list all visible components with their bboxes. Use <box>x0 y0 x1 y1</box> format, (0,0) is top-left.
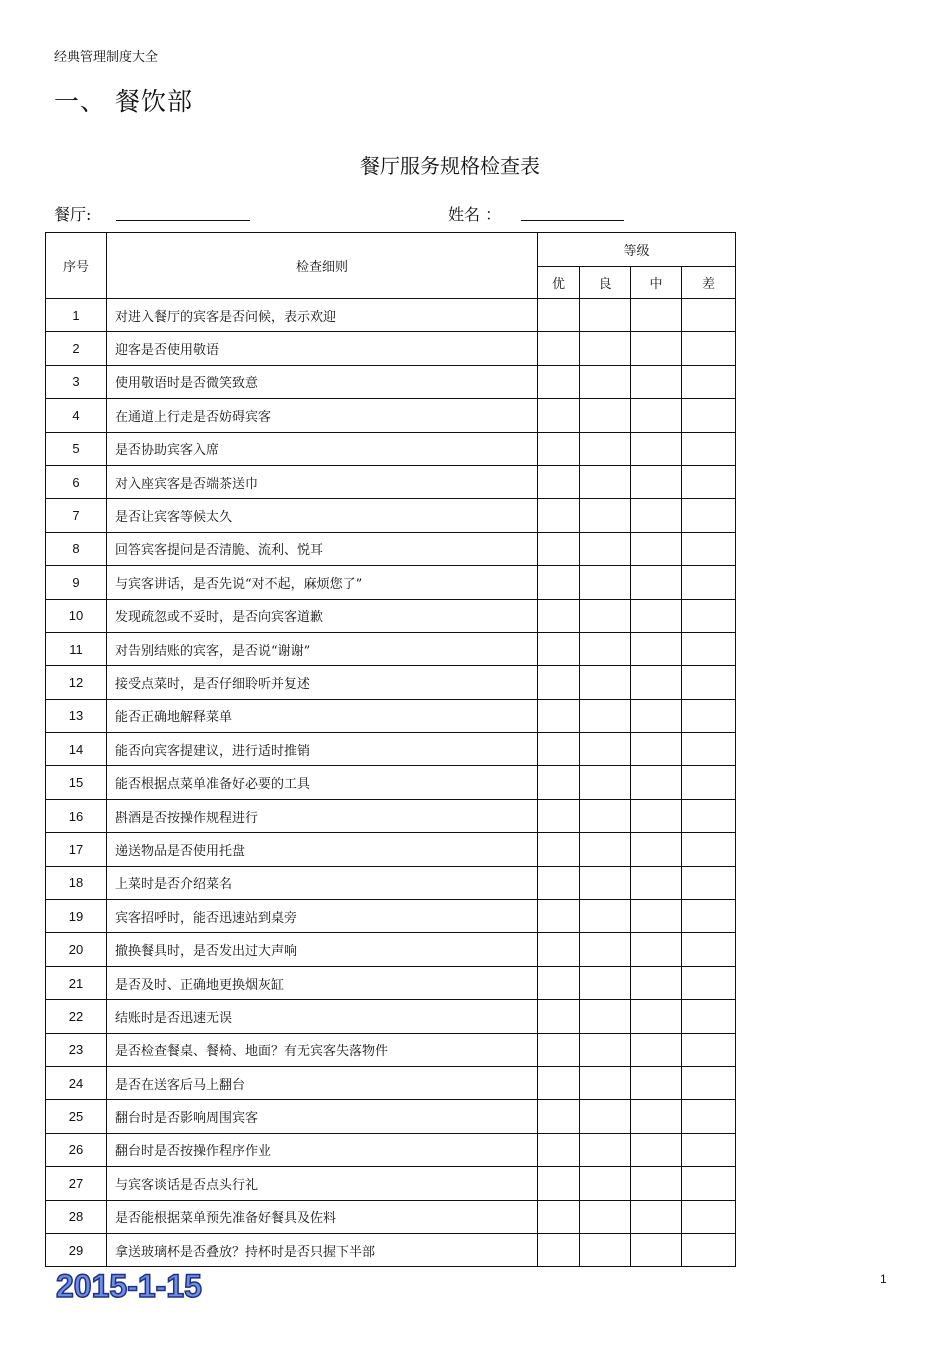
grade-cell-poor[interactable] <box>682 399 736 432</box>
grade-cell-excellent[interactable] <box>538 1167 580 1200</box>
grade-cell-fair[interactable] <box>631 733 682 766</box>
grade-cell-fair[interactable] <box>631 900 682 933</box>
grade-cell-poor[interactable] <box>682 1100 736 1133</box>
row-index: 26 <box>46 1133 107 1166</box>
grade-fair: 中 <box>631 267 682 299</box>
grade-cell-excellent[interactable] <box>538 332 580 365</box>
grade-poor: 差 <box>682 267 736 299</box>
grade-cell-excellent[interactable] <box>538 1233 580 1266</box>
grade-cell-fair[interactable] <box>631 1167 682 1200</box>
row-criterion: 拿送玻璃杯是否叠放？持杯时是否只握下半部 <box>107 1233 538 1266</box>
row-criterion: 翻台时是否影响周围宾客 <box>107 1100 538 1133</box>
grade-cell-poor[interactable] <box>682 699 736 732</box>
grade-cell-poor[interactable] <box>682 1133 736 1166</box>
row-index: 12 <box>46 666 107 699</box>
document-header: 经典管理制度大全 <box>54 50 159 65</box>
page-number: 1 <box>880 1272 887 1286</box>
grade-cell-fair[interactable] <box>631 933 682 966</box>
table-row <box>46 733 736 766</box>
grade-cell-poor[interactable] <box>682 866 736 899</box>
grade-cell-fair[interactable] <box>631 432 682 465</box>
grade-cell-excellent[interactable] <box>538 933 580 966</box>
row-criterion: 发现疏忽或不妥时，是否向宾客道歉 <box>107 599 538 632</box>
restaurant-field-line <box>116 220 250 221</box>
row-index: 9 <box>46 566 107 599</box>
grade-cell-good[interactable] <box>580 499 631 532</box>
table-row <box>46 332 736 365</box>
col-header-item: 检查细则 <box>107 233 538 299</box>
col-header-grade: 等级 <box>538 233 736 267</box>
row-index: 8 <box>46 532 107 565</box>
grade-cell-fair[interactable] <box>631 632 682 665</box>
grade-cell-excellent[interactable] <box>538 766 580 799</box>
table-row <box>46 532 736 565</box>
grade-cell-good[interactable] <box>580 866 631 899</box>
row-criterion: 对入座宾客是否端茶送巾 <box>107 465 538 498</box>
row-index: 29 <box>46 1233 107 1266</box>
grade-cell-good[interactable] <box>580 432 631 465</box>
row-criterion: 是否让宾客等候太久 <box>107 499 538 532</box>
grade-cell-excellent[interactable] <box>538 1200 580 1233</box>
table-row <box>46 966 736 999</box>
row-criterion: 能否根据点菜单准备好必要的工具 <box>107 766 538 799</box>
row-criterion: 是否能根据菜单预先准备好餐具及佐料 <box>107 1200 538 1233</box>
row-criterion: 与宾客谈话是否点头行礼 <box>107 1167 538 1200</box>
section-title: 一、 餐饮部 <box>54 87 193 116</box>
table-row <box>46 766 736 799</box>
grade-cell-good[interactable] <box>580 1167 631 1200</box>
grade-cell-poor[interactable] <box>682 632 736 665</box>
grade-cell-excellent[interactable] <box>538 666 580 699</box>
grade-cell-good[interactable] <box>580 766 631 799</box>
grade-cell-excellent[interactable] <box>538 299 580 332</box>
grade-cell-fair[interactable] <box>631 365 682 398</box>
grade-cell-poor[interactable] <box>682 799 736 832</box>
grade-cell-excellent[interactable] <box>538 1133 580 1166</box>
grade-cell-excellent[interactable] <box>538 966 580 999</box>
grade-cell-fair[interactable] <box>631 1200 682 1233</box>
table-row <box>46 799 736 832</box>
grade-cell-excellent[interactable] <box>538 365 580 398</box>
grade-cell-fair[interactable] <box>631 599 682 632</box>
row-criterion: 能否正确地解释菜单 <box>107 699 538 732</box>
grade-cell-excellent[interactable] <box>538 465 580 498</box>
table-row <box>46 632 736 665</box>
grade-cell-poor[interactable] <box>682 299 736 332</box>
grade-cell-fair[interactable] <box>631 766 682 799</box>
row-criterion: 是否协助宾客入席 <box>107 432 538 465</box>
grade-cell-good[interactable] <box>580 966 631 999</box>
grade-cell-fair[interactable] <box>631 1033 682 1066</box>
row-index: 22 <box>46 1000 107 1033</box>
name-label: 姓名 ： <box>448 205 502 224</box>
row-criterion: 结账时是否迅速无误 <box>107 1000 538 1033</box>
grade-cell-excellent[interactable] <box>538 566 580 599</box>
grade-cell-poor[interactable] <box>682 532 736 565</box>
grade-cell-poor[interactable] <box>682 666 736 699</box>
grade-cell-good[interactable] <box>580 365 631 398</box>
table-row <box>46 299 736 332</box>
row-index: 21 <box>46 966 107 999</box>
row-index: 17 <box>46 833 107 866</box>
row-index: 18 <box>46 866 107 899</box>
row-criterion: 撤换餐具时，是否发出过大声响 <box>107 933 538 966</box>
row-criterion: 对告别结账的宾客，是否说“谢谢” <box>107 632 538 665</box>
grade-cell-poor[interactable] <box>682 332 736 365</box>
grade-cell-poor[interactable] <box>682 733 736 766</box>
grade-cell-good[interactable] <box>580 465 631 498</box>
row-index: 6 <box>46 465 107 498</box>
table-row <box>46 699 736 732</box>
table-row <box>46 933 736 966</box>
row-index: 2 <box>46 332 107 365</box>
grade-cell-excellent[interactable] <box>538 833 580 866</box>
row-criterion: 迎客是否使用敬语 <box>107 332 538 365</box>
row-criterion: 是否在送客后马上翻台 <box>107 1066 538 1099</box>
grade-cell-excellent[interactable] <box>538 432 580 465</box>
table-row <box>46 365 736 398</box>
row-index: 7 <box>46 499 107 532</box>
row-criterion: 宾客招呼时，能否迅速站到桌旁 <box>107 900 538 933</box>
grade-cell-fair[interactable] <box>631 465 682 498</box>
grade-cell-excellent[interactable] <box>538 1066 580 1099</box>
grade-cell-fair[interactable] <box>631 399 682 432</box>
row-index: 3 <box>46 365 107 398</box>
table-row <box>46 1133 736 1166</box>
row-index: 10 <box>46 599 107 632</box>
grade-cell-good[interactable] <box>580 1100 631 1133</box>
grade-cell-excellent[interactable] <box>538 399 580 432</box>
grade-cell-excellent[interactable] <box>538 900 580 933</box>
grade-excellent: 优 <box>538 267 580 299</box>
table-row <box>46 866 736 899</box>
grade-cell-good[interactable] <box>580 933 631 966</box>
grade-cell-poor[interactable] <box>682 1033 736 1066</box>
grade-cell-fair[interactable] <box>631 799 682 832</box>
row-index: 23 <box>46 1033 107 1066</box>
row-criterion: 递送物品是否使用托盘 <box>107 833 538 866</box>
row-criterion: 对进入餐厅的宾客是否问候，表示欢迎 <box>107 299 538 332</box>
grade-cell-excellent[interactable] <box>538 699 580 732</box>
table-row <box>46 432 736 465</box>
date-stamp-text: 2015-1-15 <box>56 1268 202 1304</box>
grade-cell-good[interactable] <box>580 733 631 766</box>
table-row <box>46 1233 736 1266</box>
form-title: 餐厅服务规格检查表 <box>360 154 540 178</box>
row-criterion: 是否及时、正确地更换烟灰缸 <box>107 966 538 999</box>
grade-cell-excellent[interactable] <box>538 499 580 532</box>
grade-cell-poor[interactable] <box>682 966 736 999</box>
grade-cell-good[interactable] <box>580 799 631 832</box>
row-criterion: 在通道上行走是否妨碍宾客 <box>107 399 538 432</box>
grade-cell-fair[interactable] <box>631 1133 682 1166</box>
row-index: 27 <box>46 1167 107 1200</box>
row-criterion: 是否检查餐桌、餐椅、地面？有无宾客失落物件 <box>107 1033 538 1066</box>
grade-cell-fair[interactable] <box>631 332 682 365</box>
inspection-table <box>45 232 736 1267</box>
date-stamp <box>54 1266 202 1306</box>
name-field-line <box>521 220 624 221</box>
row-index: 25 <box>46 1100 107 1133</box>
row-index: 4 <box>46 399 107 432</box>
table-row <box>46 1167 736 1200</box>
grade-cell-fair[interactable] <box>631 299 682 332</box>
grade-cell-poor[interactable] <box>682 833 736 866</box>
grade-cell-good[interactable] <box>580 566 631 599</box>
row-criterion: 接受点菜时，是否仔细聆听并复述 <box>107 666 538 699</box>
grade-cell-good[interactable] <box>580 332 631 365</box>
grade-cell-poor[interactable] <box>682 566 736 599</box>
grade-cell-good[interactable] <box>580 1066 631 1099</box>
grade-cell-excellent[interactable] <box>538 599 580 632</box>
row-index: 5 <box>46 432 107 465</box>
grade-cell-poor[interactable] <box>682 766 736 799</box>
grade-cell-fair[interactable] <box>631 966 682 999</box>
grade-cell-good[interactable] <box>580 1033 631 1066</box>
row-index: 20 <box>46 933 107 966</box>
grade-cell-excellent[interactable] <box>538 733 580 766</box>
row-criterion: 斟酒是否按操作规程进行 <box>107 799 538 832</box>
grade-cell-fair[interactable] <box>631 499 682 532</box>
grade-cell-good[interactable] <box>580 599 631 632</box>
grade-cell-fair[interactable] <box>631 833 682 866</box>
grade-good: 良 <box>580 267 631 299</box>
row-index: 13 <box>46 699 107 732</box>
grade-cell-good[interactable] <box>580 699 631 732</box>
grade-cell-excellent[interactable] <box>538 1100 580 1133</box>
row-index: 24 <box>46 1066 107 1099</box>
grade-cell-good[interactable] <box>580 1200 631 1233</box>
table-row <box>46 499 736 532</box>
grade-cell-good[interactable] <box>580 1133 631 1166</box>
grade-cell-fair[interactable] <box>631 1000 682 1033</box>
grade-cell-poor[interactable] <box>682 465 736 498</box>
table-row <box>46 566 736 599</box>
grade-cell-good[interactable] <box>580 532 631 565</box>
row-criterion: 翻台时是否按操作程序作业 <box>107 1133 538 1166</box>
row-index: 28 <box>46 1200 107 1233</box>
col-header-index: 序号 <box>46 233 107 299</box>
table-row <box>46 465 736 498</box>
grade-cell-good[interactable] <box>580 1000 631 1033</box>
table-row <box>46 1100 736 1133</box>
row-criterion: 回答宾客提问是否清脆、流利、悦耳 <box>107 532 538 565</box>
restaurant-label: 餐厅: <box>54 205 92 224</box>
row-criterion: 与宾客讲话，是否先说“对不起，麻烦您了” <box>107 566 538 599</box>
grade-cell-poor[interactable] <box>682 432 736 465</box>
row-criterion: 使用敬语时是否微笑致意 <box>107 365 538 398</box>
grade-cell-excellent[interactable] <box>538 799 580 832</box>
grade-cell-fair[interactable] <box>631 1100 682 1133</box>
grade-cell-poor[interactable] <box>682 1200 736 1233</box>
row-index: 14 <box>46 733 107 766</box>
row-index: 11 <box>46 632 107 665</box>
grade-cell-poor[interactable] <box>682 499 736 532</box>
grade-cell-fair[interactable] <box>631 866 682 899</box>
grade-cell-fair[interactable] <box>631 566 682 599</box>
grade-cell-poor[interactable] <box>682 1233 736 1266</box>
grade-cell-good[interactable] <box>580 833 631 866</box>
grade-cell-excellent[interactable] <box>538 632 580 665</box>
grade-cell-poor[interactable] <box>682 900 736 933</box>
grade-cell-poor[interactable] <box>682 1167 736 1200</box>
grade-cell-excellent[interactable] <box>538 1033 580 1066</box>
grade-cell-good[interactable] <box>580 1233 631 1266</box>
row-criterion: 上菜时是否介绍菜名 <box>107 866 538 899</box>
row-index: 15 <box>46 766 107 799</box>
grade-cell-fair[interactable] <box>631 532 682 565</box>
row-criterion: 能否向宾客提建议，进行适时推销 <box>107 733 538 766</box>
grade-cell-good[interactable] <box>580 299 631 332</box>
table-row <box>46 1000 736 1033</box>
grade-cell-poor[interactable] <box>682 599 736 632</box>
table-row <box>46 900 736 933</box>
grade-cell-poor[interactable] <box>682 1066 736 1099</box>
table-row <box>46 599 736 632</box>
table-row <box>46 1033 736 1066</box>
row-index: 16 <box>46 799 107 832</box>
grade-cell-fair[interactable] <box>631 666 682 699</box>
row-index: 19 <box>46 900 107 933</box>
grade-cell-good[interactable] <box>580 632 631 665</box>
grade-cell-fair[interactable] <box>631 1233 682 1266</box>
grade-cell-fair[interactable] <box>631 1066 682 1099</box>
row-index: 1 <box>46 299 107 332</box>
table-row <box>46 666 736 699</box>
grade-cell-poor[interactable] <box>682 365 736 398</box>
table-row <box>46 833 736 866</box>
grade-cell-poor[interactable] <box>682 933 736 966</box>
grade-cell-poor[interactable] <box>682 1000 736 1033</box>
grade-cell-good[interactable] <box>580 666 631 699</box>
grade-cell-excellent[interactable] <box>538 532 580 565</box>
table-row <box>46 1066 736 1099</box>
grade-cell-excellent[interactable] <box>538 1000 580 1033</box>
grade-cell-good[interactable] <box>580 900 631 933</box>
grade-cell-good[interactable] <box>580 399 631 432</box>
grade-cell-fair[interactable] <box>631 699 682 732</box>
table-row <box>46 1200 736 1233</box>
grade-cell-excellent[interactable] <box>538 866 580 899</box>
table-row <box>46 399 736 432</box>
